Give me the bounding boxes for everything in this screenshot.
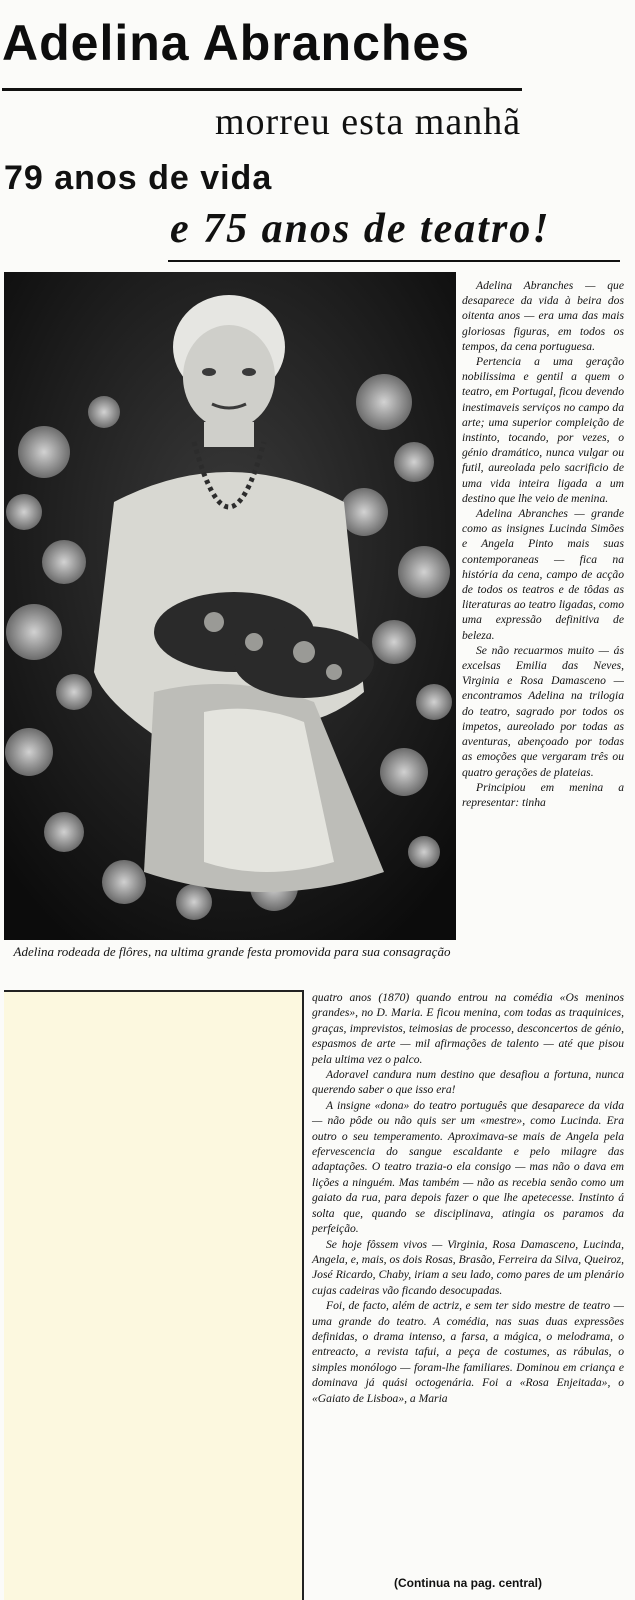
- subheadline-career: e 75 anos de teatro!: [170, 206, 551, 252]
- side-paragraph: Se não recuarmos muito — ás excelsas Emilia das Neves, Virginia e Rosa Damasceno — encontramos Adelina na trilogia do teatro, sagrado por todos os impetos, aureolado por todas as aventuras, abençoado por todas as emoções que vergaram três ou quatro gerações de plateias.: [462, 643, 624, 779]
- main-paragraph: Foi, de facto, além de actriz, e sem ter sido mestre de teatro — uma grande do teatro. A comédia, nas suas duas expressões definidas, o drama intenso, a farsa, a mágica, o melodrama, o entreacto, a revista tafui, a peça de costumes, as rábulas, o simples monólogo — foram-lhe familiares. Dominou em criança e dominava já quási octogenária. Foi a «Rosa Enjeitada», o «Gaiato de Lisboa», a Maria: [312, 1299, 624, 1405]
- side-paragraph: Adelina Abranches — que desaparece da vida à beira dos oitenta anos — era uma das mais gloriosas figuras, em todos os tempos, da cena portuguesa.: [462, 279, 624, 353]
- blank-ad-box: [4, 990, 304, 1600]
- headline-rule: [2, 88, 522, 91]
- side-paragraph: Principiou em menina a representar: tinha: [462, 780, 624, 809]
- main-paragraph: Adoravel candura num destino que desafiou a fortuna, nunca querendo saber o que isso era!: [312, 1068, 624, 1097]
- portrait-photo: [4, 272, 456, 940]
- main-column: [312, 990, 624, 1406]
- subheadline-rule: [168, 260, 620, 262]
- main-paragraph: quatro anos (1870) quando entrou na comédia «Os meninos grandes», no D. Maria. E ficou menina, com todas as traquinices, graças, imprevistos, teimosias de processo, desconcertos de génio, espasmos de arte — mil afirmações de talento — até que pisou pela ultima vez o palco.: [312, 991, 624, 1066]
- side-column: [462, 278, 624, 810]
- main-paragraph: Se hoje fôssem vivos — Virginia, Rosa Damasceno, Lucinda, Angela, e, mais, os dois Rosas, Brasão, Ferreira da Silva, Queiroz, José Ricardo, Chaby, iriam a seu lado, como pares de um plenário cujas cadeiras vão ficando desocupadas.: [312, 1237, 624, 1297]
- continuation-note: (Continua na pag. central): [393, 1576, 542, 1590]
- photo-caption: Adelina rodeada de flôres, na ultima grande festa promovida para sua consagração: [13, 944, 451, 959]
- main-paragraph: A insigne «dona» do teatro português que desaparece da vida — não pôde ou não quis ser um «mestre», como Lucinda. Era outro o seu temperamento. Aproximava-se mais de Angela pela efervescencia do sangue escaldante e pelo milagre das adaptações. O teatro trazia-o ela consigo — mas não o dava em lições a ninguém. Mas também — não as recebia senão como um gaiato da rua, para depois fazer o que lhe apetecesse. Instinto á solta que, quando se disciplinava, atingia os paramos da perfeição.: [312, 1098, 624, 1236]
- subheadline-morreu: morreu esta manhã: [215, 101, 522, 143]
- headline-title: Adelina Abranches: [2, 15, 471, 71]
- side-paragraph: Pertencia a uma geração nobilissima e gentil a quem o teatro, em Portugal, ficou devendo inestimaveis serviços no campo da arte; uma superior compleição de instinto, tocando, por vezes, o génio dramático, nunca vulgar ou futil, aureolada pelo sacrificio de uma vida inteira ligada a um destino que lhe veio de menina.: [462, 355, 624, 505]
- subheadline-age: 79 anos de vida: [4, 159, 273, 197]
- side-paragraph: Adelina Abranches — grande como as insignes Lucinda Simões e Angela Pinto mais suas contemporaneas — fica na história da cena, campo de acção de todos os teatros e de tôdas as literaturas ao teatro ligadas, como uma expressão definitiva de beleza.: [462, 507, 624, 642]
